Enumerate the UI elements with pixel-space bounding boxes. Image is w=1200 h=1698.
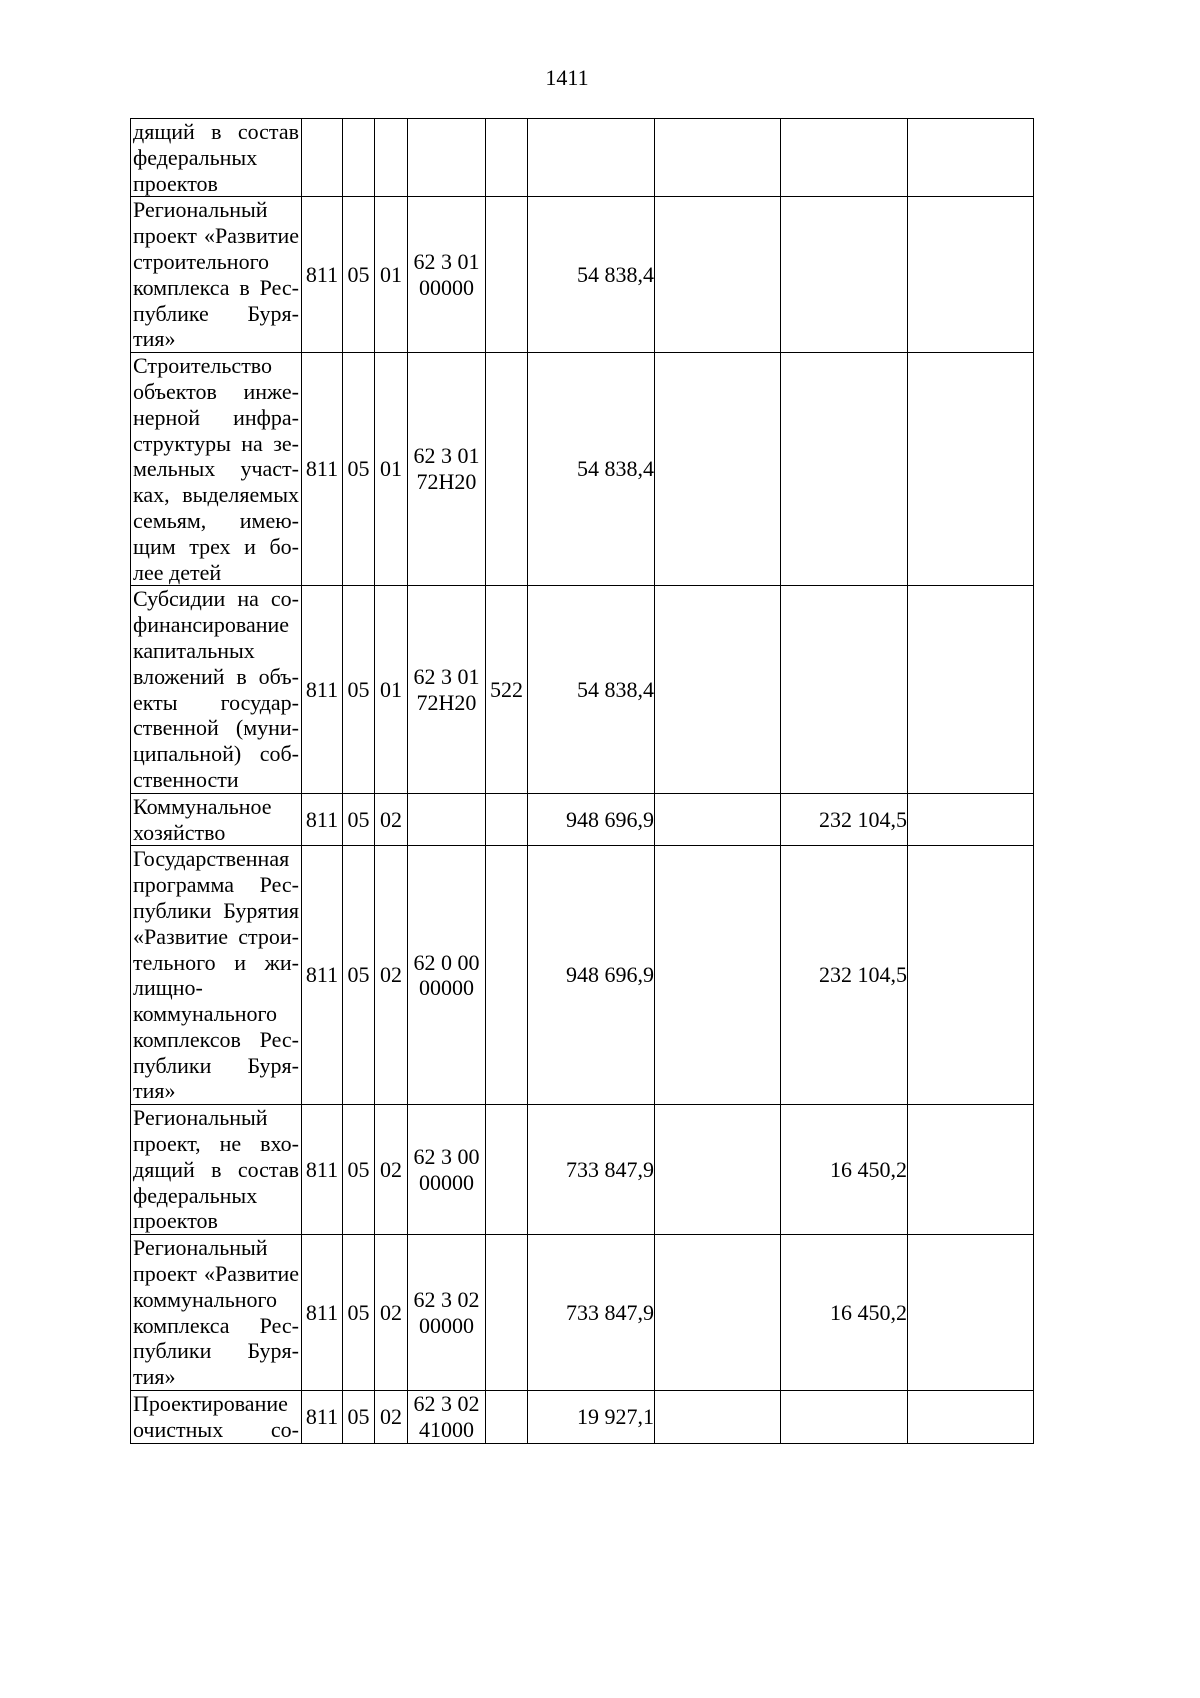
item-name-line: лее детей bbox=[133, 559, 222, 585]
item-name-line bbox=[133, 1027, 299, 1053]
item-name-line: Региональный bbox=[133, 197, 268, 223]
item-name-word: Рес- bbox=[259, 1312, 299, 1338]
amount-cell-3: 16 450,2 bbox=[781, 1235, 908, 1391]
item-name-word: очистных bbox=[133, 1416, 224, 1442]
amount-cell-4 bbox=[908, 586, 1034, 793]
item-name-word: Буря- bbox=[247, 1052, 299, 1078]
item-name-word: публики bbox=[133, 1338, 212, 1364]
item-name-word: екты bbox=[133, 689, 178, 715]
expense-type-code-cell bbox=[486, 353, 528, 586]
subsection-code-cell: 02 bbox=[375, 1391, 408, 1444]
item-name-word: мельных bbox=[133, 456, 216, 482]
item-name-line bbox=[133, 1313, 299, 1339]
item-name-line: федеральных bbox=[133, 144, 258, 170]
item-name-line: Проектирование bbox=[133, 1391, 288, 1417]
subsection-code-cell bbox=[375, 119, 408, 197]
section-code-cell: 05 bbox=[343, 353, 375, 586]
item-name-line bbox=[133, 379, 299, 405]
item-name-word: проект bbox=[133, 1261, 197, 1287]
item-name-line bbox=[133, 301, 299, 327]
amount-cell-2 bbox=[655, 119, 781, 197]
item-name-word: на bbox=[241, 430, 263, 456]
subsection-code-cell: 02 bbox=[375, 1105, 408, 1235]
item-name-line bbox=[133, 223, 299, 249]
item-name-word: дящий bbox=[133, 1156, 195, 1182]
amount-cell-1: 54 838,4 bbox=[528, 586, 655, 793]
item-name-word: состав bbox=[237, 119, 299, 144]
target-article-code-cell: 62 3 02 00000 bbox=[408, 1235, 486, 1391]
item-name-word: строи- bbox=[238, 923, 299, 949]
item-name-word: объ- bbox=[258, 663, 299, 689]
item-name-line bbox=[133, 456, 299, 482]
item-name-line bbox=[133, 741, 299, 767]
amount-cell-1: 54 838,4 bbox=[528, 197, 655, 353]
table-row bbox=[131, 1235, 1034, 1391]
table-row bbox=[131, 586, 1034, 793]
item-name-line: Строительство bbox=[133, 353, 273, 379]
section-code-cell: 05 bbox=[343, 1235, 375, 1391]
item-name-word: и bbox=[234, 949, 247, 975]
item-name-line bbox=[133, 431, 299, 457]
item-name-word: публики bbox=[133, 1052, 212, 1078]
amount-cell-2 bbox=[655, 586, 781, 793]
budget-table-body bbox=[131, 119, 1034, 1444]
item-name-word: инже- bbox=[243, 378, 299, 404]
item-name-cell bbox=[131, 1105, 302, 1235]
subsection-code-cell: 02 bbox=[375, 793, 408, 846]
table-row bbox=[131, 119, 1034, 197]
item-name-line: капитальных bbox=[133, 637, 255, 663]
subsection-code-cell: 02 bbox=[375, 846, 408, 1105]
item-name-cell bbox=[131, 197, 302, 353]
item-name-word: ципальной) bbox=[133, 741, 242, 767]
item-name-word: вложений bbox=[133, 663, 225, 689]
item-name-line bbox=[133, 898, 299, 924]
expense-type-code-cell: 522 bbox=[486, 586, 528, 793]
item-name-word: в bbox=[239, 274, 250, 300]
ministry-code-cell: 811 bbox=[302, 846, 343, 1105]
item-name-word: Буря- bbox=[247, 300, 299, 326]
item-name-line: тия» bbox=[133, 1078, 176, 1104]
item-name-word: государ- bbox=[220, 689, 299, 715]
item-name-word: соб- bbox=[259, 741, 299, 767]
expense-type-code-cell bbox=[486, 793, 528, 846]
item-name-line: строительного bbox=[133, 248, 270, 274]
item-name-word: на bbox=[237, 586, 259, 612]
section-code-cell: 05 bbox=[343, 1391, 375, 1444]
amount-cell-4 bbox=[908, 1235, 1034, 1391]
table-row bbox=[131, 1391, 1034, 1444]
item-name-word: инфра- bbox=[233, 404, 299, 430]
target-article-code-cell: 62 0 00 00000 bbox=[408, 846, 486, 1105]
item-name-word: комплексов bbox=[133, 1026, 241, 1052]
section-code-cell: 05 bbox=[343, 197, 375, 353]
amount-cell-2 bbox=[655, 197, 781, 353]
ministry-code-cell: 811 bbox=[302, 586, 343, 793]
amount-cell-3 bbox=[781, 353, 908, 586]
item-name-line bbox=[133, 924, 299, 950]
item-name-word: со- bbox=[270, 1416, 299, 1442]
amount-cell-1: 948 696,9 bbox=[528, 846, 655, 1105]
section-code-cell: 05 bbox=[343, 793, 375, 846]
ministry-code-cell: 811 bbox=[302, 197, 343, 353]
table-row bbox=[131, 197, 1034, 353]
item-name-line bbox=[133, 1338, 299, 1364]
item-name-cell bbox=[131, 846, 302, 1105]
item-name-line: ственности bbox=[133, 766, 239, 792]
item-name-word: дящий bbox=[133, 119, 195, 144]
item-name-line: Региональный bbox=[133, 1105, 268, 1131]
target-article-code-cell: 62 3 01 72Н20 bbox=[408, 586, 486, 793]
item-name-line: Коммунальное bbox=[133, 793, 272, 819]
target-article-code-cell: 62 3 02 41000 bbox=[408, 1391, 486, 1444]
item-name-cell bbox=[131, 119, 302, 197]
item-name-word: в bbox=[211, 119, 222, 144]
item-name-word: выделяемых bbox=[182, 482, 299, 508]
item-name-line bbox=[133, 405, 299, 431]
amount-cell-3 bbox=[781, 197, 908, 353]
subsection-code-cell: 01 bbox=[375, 197, 408, 353]
amount-cell-2 bbox=[655, 846, 781, 1105]
table-row bbox=[131, 846, 1034, 1105]
amount-cell-2 bbox=[655, 793, 781, 846]
expense-type-code-cell bbox=[486, 119, 528, 197]
item-name-word: «Развитие bbox=[203, 1261, 299, 1287]
amount-cell-2 bbox=[655, 1105, 781, 1235]
amount-cell-2 bbox=[655, 353, 781, 586]
item-name-word: вхо- bbox=[260, 1131, 299, 1157]
item-name-word: комплекса bbox=[133, 274, 230, 300]
expense-type-code-cell bbox=[486, 197, 528, 353]
amount-cell-3 bbox=[781, 119, 908, 197]
item-name-cell bbox=[131, 1391, 302, 1444]
expense-type-code-cell bbox=[486, 846, 528, 1105]
ministry-code-cell: 811 bbox=[302, 1235, 343, 1391]
item-name-word: имею- bbox=[239, 507, 299, 533]
item-name-line bbox=[133, 1417, 299, 1443]
expense-type-code-cell bbox=[486, 1391, 528, 1444]
section-code-cell: 05 bbox=[343, 846, 375, 1105]
item-name-line: тия» bbox=[133, 1364, 176, 1390]
item-name-word: проект bbox=[133, 223, 197, 249]
item-name-word: Бурятия bbox=[223, 897, 299, 923]
item-name-line bbox=[133, 690, 299, 716]
amount-cell-4 bbox=[908, 846, 1034, 1105]
item-name-word: зе- bbox=[273, 430, 299, 456]
item-name-line bbox=[133, 1157, 299, 1183]
item-name-word: публики bbox=[133, 897, 212, 923]
item-name-line bbox=[133, 275, 299, 301]
item-name-line: Региональный bbox=[133, 1235, 268, 1261]
item-name-word: со- bbox=[270, 586, 299, 612]
item-name-cell bbox=[131, 1235, 302, 1391]
item-name-word: проект, bbox=[133, 1131, 201, 1157]
amount-cell-4 bbox=[908, 197, 1034, 353]
item-name-word: комплекса bbox=[133, 1312, 230, 1338]
table-row bbox=[131, 353, 1034, 586]
item-name-word: «Развитие bbox=[133, 923, 229, 949]
item-name-line bbox=[133, 1261, 299, 1287]
item-name-word: структуры bbox=[133, 430, 231, 456]
item-name-line: коммунального bbox=[133, 1001, 277, 1027]
item-name-word: участ- bbox=[240, 456, 299, 482]
item-name-line bbox=[133, 872, 299, 898]
amount-cell-4 bbox=[908, 1391, 1034, 1444]
item-name-cell bbox=[131, 353, 302, 586]
item-name-cell bbox=[131, 586, 302, 793]
amount-cell-1: 54 838,4 bbox=[528, 353, 655, 586]
item-name-word: Субсидии bbox=[133, 586, 226, 612]
item-name-word: «Развитие bbox=[203, 223, 299, 249]
amount-cell-3: 232 104,5 bbox=[781, 793, 908, 846]
item-name-word: Буря- bbox=[247, 1338, 299, 1364]
ministry-code-cell: 811 bbox=[302, 1391, 343, 1444]
amount-cell-1: 733 847,9 bbox=[528, 1105, 655, 1235]
item-name-word: щим bbox=[133, 533, 176, 559]
expense-type-code-cell bbox=[486, 1105, 528, 1235]
amount-cell-4 bbox=[908, 793, 1034, 846]
item-name-line: коммунального bbox=[133, 1286, 277, 1312]
ministry-code-cell: 811 bbox=[302, 1105, 343, 1235]
item-name-word: Рес- bbox=[259, 274, 299, 300]
item-name-line bbox=[133, 534, 299, 560]
amount-cell-3: 16 450,2 bbox=[781, 1105, 908, 1235]
table-row bbox=[131, 793, 1034, 846]
item-name-word: в bbox=[211, 1156, 222, 1182]
target-article-code-cell bbox=[408, 793, 486, 846]
item-name-word: бо- bbox=[269, 533, 299, 559]
ministry-code-cell: 811 bbox=[302, 793, 343, 846]
item-name-word: ках, bbox=[133, 482, 170, 508]
subsection-code-cell: 02 bbox=[375, 1235, 408, 1391]
section-code-cell: 05 bbox=[343, 586, 375, 793]
item-name-word: (муни- bbox=[235, 715, 299, 741]
item-name-cell bbox=[131, 793, 302, 846]
item-name-word: программа bbox=[133, 872, 235, 898]
item-name-word: нерной bbox=[133, 404, 201, 430]
item-name-line bbox=[133, 1131, 299, 1157]
item-name-line: Государственная bbox=[133, 846, 290, 872]
page-number: 1411 bbox=[545, 65, 589, 90]
item-name-word: не bbox=[219, 1131, 242, 1157]
amount-cell-4 bbox=[908, 353, 1034, 586]
item-name-line bbox=[133, 586, 299, 612]
item-name-line bbox=[133, 950, 299, 976]
section-code-cell bbox=[343, 119, 375, 197]
amount-cell-4 bbox=[908, 119, 1034, 197]
item-name-line: лищно- bbox=[133, 975, 203, 1001]
item-name-word: Рес- bbox=[259, 1026, 299, 1052]
target-article-code-cell bbox=[408, 119, 486, 197]
amount-cell-1 bbox=[528, 119, 655, 197]
budget-table bbox=[130, 118, 1034, 1444]
item-name-word: состав bbox=[237, 1156, 299, 1182]
target-article-code-cell: 62 3 01 00000 bbox=[408, 197, 486, 353]
amount-cell-1: 19 927,1 bbox=[528, 1391, 655, 1444]
table-row bbox=[131, 1105, 1034, 1235]
amount-cell-3 bbox=[781, 586, 908, 793]
amount-cell-1: 948 696,9 bbox=[528, 793, 655, 846]
item-name-line: финансирование bbox=[133, 612, 290, 638]
amount-cell-1: 733 847,9 bbox=[528, 1235, 655, 1391]
item-name-line bbox=[133, 482, 299, 508]
item-name-line: проектов bbox=[133, 1208, 218, 1234]
item-name-line bbox=[133, 715, 299, 741]
item-name-line: проектов bbox=[133, 170, 218, 196]
item-name-word: ственной bbox=[133, 715, 219, 741]
item-name-line bbox=[133, 508, 299, 534]
item-name-word: семьям, bbox=[133, 507, 207, 533]
item-name-line bbox=[133, 119, 299, 145]
amount-cell-3: 232 104,5 bbox=[781, 846, 908, 1105]
subsection-code-cell: 01 bbox=[375, 586, 408, 793]
ministry-code-cell: 811 bbox=[302, 353, 343, 586]
item-name-word: публике bbox=[133, 300, 209, 326]
item-name-line: федеральных bbox=[133, 1182, 258, 1208]
item-name-word: и bbox=[244, 533, 256, 559]
item-name-word: трех bbox=[189, 533, 231, 559]
amount-cell-4 bbox=[908, 1105, 1034, 1235]
ministry-code-cell bbox=[302, 119, 343, 197]
item-name-line: хозяйство bbox=[133, 819, 226, 845]
amount-cell-2 bbox=[655, 1391, 781, 1444]
target-article-code-cell: 62 3 00 00000 bbox=[408, 1105, 486, 1235]
item-name-line: тия» bbox=[133, 326, 176, 352]
subsection-code-cell: 01 bbox=[375, 353, 408, 586]
item-name-word: Рес- bbox=[259, 872, 299, 898]
item-name-word: жи- bbox=[264, 949, 299, 975]
expense-type-code-cell bbox=[486, 1235, 528, 1391]
amount-cell-2 bbox=[655, 1235, 781, 1391]
item-name-line bbox=[133, 664, 299, 690]
item-name-word: тельного bbox=[133, 949, 216, 975]
item-name-line bbox=[133, 1053, 299, 1079]
amount-cell-3 bbox=[781, 1391, 908, 1444]
target-article-code-cell: 62 3 01 72Н20 bbox=[408, 353, 486, 586]
item-name-word: в bbox=[236, 663, 247, 689]
section-code-cell: 05 bbox=[343, 1105, 375, 1235]
item-name-word: объектов bbox=[133, 378, 217, 404]
